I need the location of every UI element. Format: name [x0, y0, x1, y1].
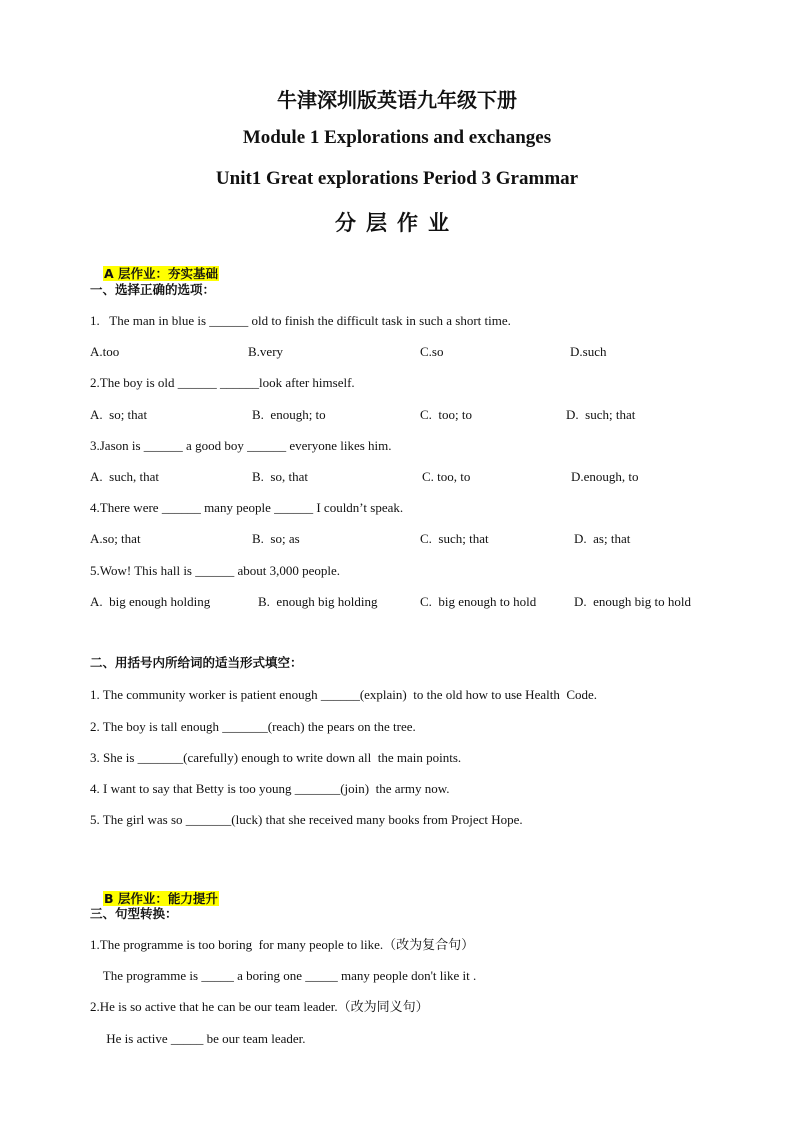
part-1-heading: 一、选择正确的选项： — [90, 282, 216, 297]
transform-answer-2: He is active _____ be our team leader. — [90, 1031, 306, 1046]
fill-item-3: 3. She is _______(carefully) enough to write down all the main points. — [90, 750, 462, 765]
question-2-stem: 2.The boy is old ______ ______look after himself. — [90, 375, 355, 390]
question-5-stem: 5.Wow! This hall is ______ about 3,000 people. — [90, 563, 341, 578]
question-3-option-d: D.enough, to — [571, 469, 639, 484]
question-1-option-a: A.too — [90, 344, 120, 359]
question-3-stem: 3.Jason is ______ a good boy ______ everyone likes him. — [90, 438, 392, 453]
question-4-option-a: A.so; that — [90, 531, 141, 546]
question-5-option-a: A. big enough holding — [90, 594, 211, 609]
question-5-option-c: C. big enough to hold — [420, 594, 537, 609]
question-2-option-b: B. enough; to — [252, 407, 326, 422]
question-1-stem: 1. The man in blue is ______ old to finish the difficult task in such a short time. — [90, 313, 511, 328]
question-4-option-c: C. such; that — [420, 531, 489, 546]
question-4-option-b: B. so; as — [252, 531, 300, 546]
question-3-option-b: B. so, that — [252, 469, 308, 484]
question-1-option-b: B.very — [248, 344, 284, 359]
question-3-option-a: A. such, that — [90, 469, 159, 484]
question-4-stem: 4.There were ______ many people ______ I couldn’t speak. — [90, 500, 404, 515]
question-1-option-c: C.so — [420, 344, 444, 359]
question-2-option-d: D. such; that — [566, 407, 636, 422]
fill-item-4: 4. I want to say that Betty is too young _______(join) the army now. — [90, 781, 450, 796]
question-4-option-d: D. as; that — [574, 531, 631, 546]
question-5-option-b: B. enough big holding — [258, 594, 378, 609]
section-b-highlight: B 层作业：能力提升 — [104, 891, 218, 906]
part-3-heading: 三、句型转换： — [90, 906, 178, 921]
fill-item-2: 2. The boy is tall enough _______(reach) the pears on the tree. — [90, 719, 416, 734]
module-title: Module 1 Explorations and exchanges — [242, 127, 552, 148]
fill-item-5: 5. The girl was so _______(luck) that she received many books from Project Hope. — [90, 812, 523, 827]
part-2-heading: 二、用括号内所给词的适当形式填空： — [90, 655, 303, 670]
document-title: 牛津深圳版英语九年级下册 — [277, 88, 517, 112]
question-2-option-c: C. too; to — [420, 407, 473, 422]
question-1-option-d: D.such — [570, 344, 607, 359]
fill-item-1: 1. The community worker is patient enough ______(explain) to the old how to use Health Code. — [90, 687, 598, 702]
transform-answer-1: The programme is _____ a boring one _____ many people don't like it . — [90, 968, 477, 983]
transform-item-1: 1.The programme is too boring for many people to like.（改为复合句） — [90, 937, 475, 952]
section-a-highlight: A 层作业：夯实基础 — [104, 266, 219, 281]
question-5-option-d: D. enough big to hold — [574, 594, 691, 609]
homework-subtitle: 分层作业 — [335, 210, 459, 235]
question-3-option-c: C. too, to — [422, 469, 471, 484]
question-2-option-a: A. so; that — [90, 407, 148, 422]
unit-title: Unit1 Great explorations Period 3 Grammar — [215, 168, 579, 189]
transform-item-2: 2.He is so active that he can be our team leader.（改为同义句） — [90, 999, 429, 1014]
